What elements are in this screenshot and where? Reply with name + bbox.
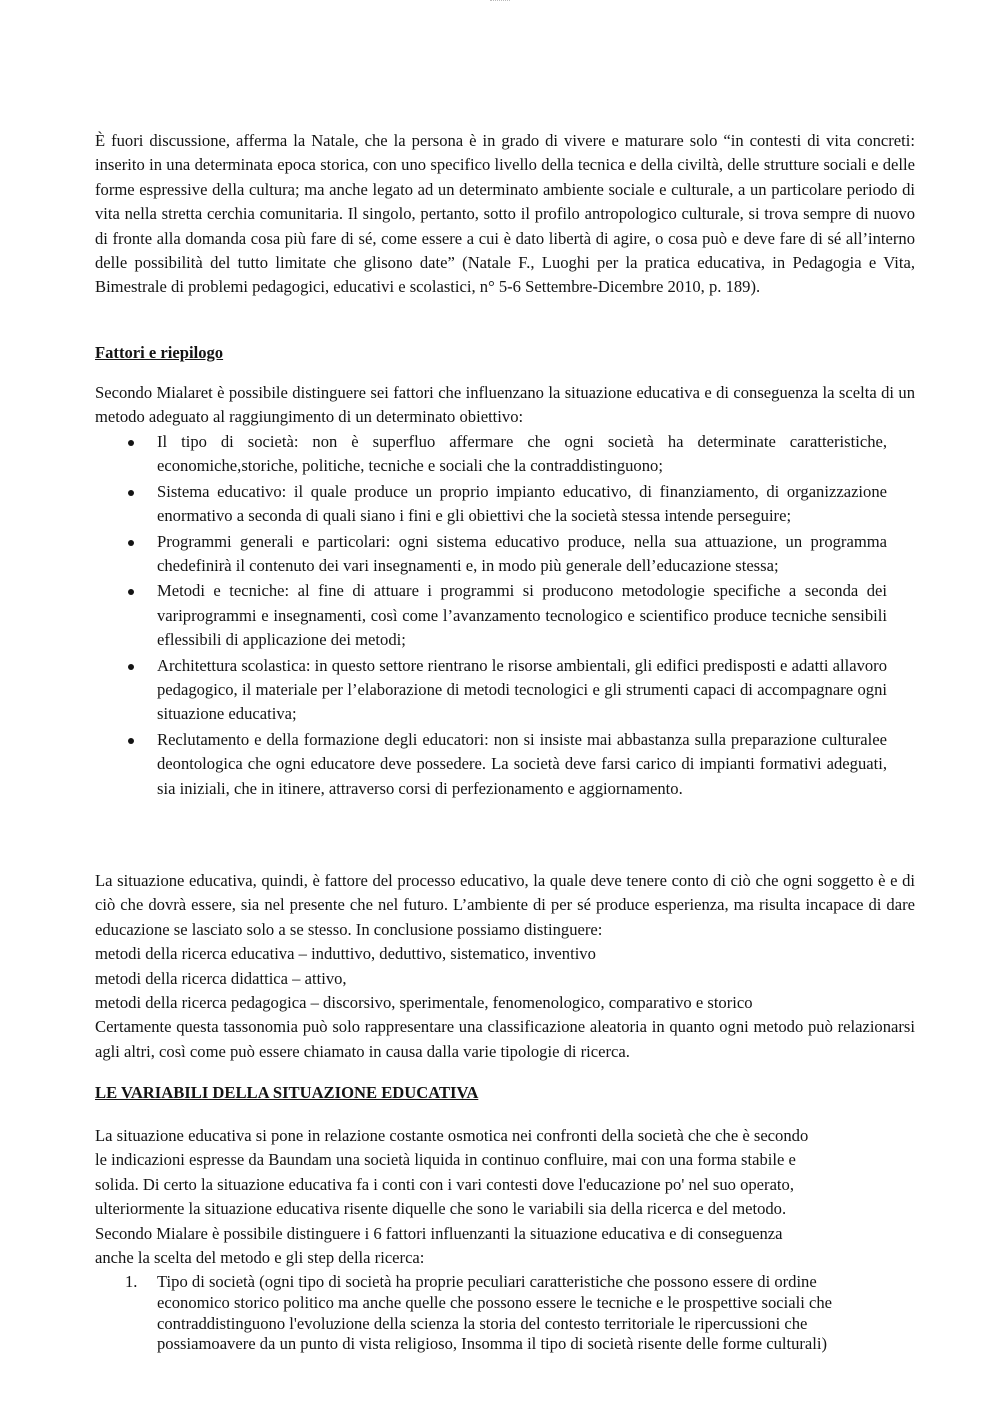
paragraph-natale-quote: È fuori discussione, afferma la Natale, che la persona è in grado di vivere e maturare solo “in contesti di vita concreti: inserito in una determinata epoca storica, con uno specifico livello della tecnica e della civiltà, delle strutture sociali e delle forme espressive della cultura; ma anche legato ad un determinato ambiente sociale e culturale, a un particolare periodo di vita nella stretta cerchia comunitaria. Il singolo, pertanto, sotto il profilo antropologico culturale, si trova sempre di nuovo di fronte alla domanda cosa più fare di sé, come essere a cui è dato libertà di agire, o cosa può e deve fare di sé all’interno delle possibilità del tutto limitate che glisono date” (Natale F., Luoghi per la pratica educativa, in Pedagogia e Vita, Bimestrale di problemi pedagogici, educativi e scolastici, n° 5-6 Settembre-Dicembre 2010, p. 189). bbox=[95, 131, 915, 297]
list-item bbox=[95, 1272, 945, 1355]
heading-fattori-e-riepilogo: Fattori e riepilogo bbox=[95, 343, 224, 362]
list-item: Reclutamento e della formazione degli educatori: non si insiste mai abbastanza sulla preparazione culturalee deontologica che ogni educatore deve possedere. La società deve farsi carico di impianti formativi adeguati, sia iniziali, che in itinere, attraverso corsi di perfezionamento e aggiornamento. bbox=[95, 728, 887, 801]
bullet-icon bbox=[128, 440, 134, 446]
bullet-icon bbox=[128, 738, 134, 744]
paragraph-line: ulteriormente la situazione educativa risente diquelle che sono le variabili sia della ricerca e del metodo. bbox=[95, 1199, 787, 1219]
list-item: Programmi generali e particolari: ogni sistema educativo produce, nella sua attuazione, un programma chedefinirà il contenuto dei vari insegnamenti e, in modo più generale dell’educazione stessa; bbox=[95, 530, 887, 579]
intro-paragraph-block bbox=[95, 129, 915, 300]
section-heading-block bbox=[95, 341, 915, 365]
numbered-list-block bbox=[95, 1272, 945, 1355]
list-item: Architettura scolastica: in questo settore rientrano le risorse ambientali, gli edifici predisposti e adatti allavoro pedagogico, il materiale per l’elaborazione di metodi tecnologici e gli strumenti capaci di accompagnare ogni situazione educativa; bbox=[95, 654, 887, 727]
heading-variabili: LE VARIABILI DELLA SITUAZIONE EDUCATIVA bbox=[95, 1083, 479, 1102]
bullet-icon bbox=[128, 540, 134, 546]
bullet-icon bbox=[128, 589, 134, 595]
paragraph-line: le indicazioni espresse da Baundam una società liquida in continuo confluire, mai con una forma stabile e bbox=[95, 1150, 796, 1170]
list-item-line: Tipo di società (ogni tipo di società ha proprie peculiari caratteristiche che possono essere di ordine bbox=[157, 1272, 817, 1291]
variables-heading-block bbox=[95, 1081, 915, 1105]
factors-bullet-list bbox=[95, 430, 915, 801]
methods-line-educativa: metodi della ricerca educativa – induttivo, deduttivo, sistematico, inventivo bbox=[95, 944, 596, 964]
list-item: Il tipo di società: non è superfluo affermare che ogni società ha determinate caratteristiche, economiche,storiche, politiche, tecniche e sociali che la contraddistinguono; bbox=[95, 430, 887, 479]
variables-paragraph-block bbox=[95, 1124, 925, 1270]
methods-line-didattica: metodi della ricerca didattica – attivo, bbox=[95, 968, 347, 988]
bullet-icon bbox=[128, 664, 134, 670]
mialaret-paragraph-block bbox=[95, 381, 915, 430]
methods-line-pedagogica: metodi della ricerca pedagogica – discorsivo, sperimentale, fenomenologico, comparativo e storico bbox=[95, 993, 753, 1013]
conclusion-block bbox=[95, 869, 915, 1064]
header-mark bbox=[490, 0, 510, 3]
list-item-line: contraddistinguono l'evoluzione della scienza la storia del contesto territoriale le ripercussioni che bbox=[157, 1313, 808, 1333]
paragraph-line: Secondo Mialare è possibile distinguere i 6 fattori influenzanti la situazione educativa e di conseguenza bbox=[95, 1223, 783, 1243]
paragraph-line: anche la scelta del metodo e gli step della ricerca: bbox=[95, 1248, 425, 1268]
list-item: Metodi e tecniche: al fine di attuare i programmi si producono metodologie specifiche a seconda dei variprogrammi e insegnamenti, così come l’avanzamento tecnologico e scientifico produce tecniche sensibili eflessibili di applicazione dei metodi; bbox=[95, 579, 887, 652]
factors-list-block bbox=[95, 430, 915, 801]
paragraph-situazione-educativa: La situazione educativa, quindi, è fattore del processo educativo, la quale deve tenere conto di ciò che ogni soggetto è e di ciò che dovrà essere, sia nel presente che nel futuro. L’ambiente di per sé produce esperienza, ma risulta incapace di dare educazione se lasciato solo a se stesso. In conclusione possiamo distinguere: bbox=[95, 871, 915, 939]
list-number: 1. bbox=[125, 1272, 138, 1291]
paragraph-mialaret: Secondo Mialaret è possibile distinguere sei fattori che influenzano la situazione educativa e di conseguenza la scelta di un metodo adeguato al raggiungimento di un determinato obiettivo: bbox=[95, 383, 915, 427]
list-item-line: economico storico politico ma anche quelle che possono essere le tecniche e le prospettive sociali che bbox=[157, 1292, 833, 1312]
paragraph-line: solida. Di certo la situazione educativa fa i conti con i vari contesti dove l'educazione po' nel suo operato, bbox=[95, 1174, 794, 1194]
paragraph-tassonomia: Certamente questa tassonomia può solo rappresentare una classificazione aleatoria in quanto ogni metodo può relazionarsi agli altri, così come può essere chiamato in causa dalla varie tipologie di ricerca. bbox=[95, 1017, 915, 1061]
list-item-line: possiamoavere da un punto di vista religioso, Insomma il tipo di società risente delle forme culturali) bbox=[157, 1334, 828, 1354]
bullet-icon bbox=[128, 490, 134, 496]
paragraph-line: La situazione educativa si pone in relazione costante osmotica nei confronti della società che che è secondo bbox=[95, 1126, 809, 1145]
list-item: Sistema educativo: il quale produce un proprio impianto educativo, di finanziamento, di organizzazione enormativo a seconda di quali siano i fini e gli obiettivi che la società stessa intende perseguire; bbox=[95, 480, 887, 529]
factors-numbered-list bbox=[95, 1272, 945, 1355]
